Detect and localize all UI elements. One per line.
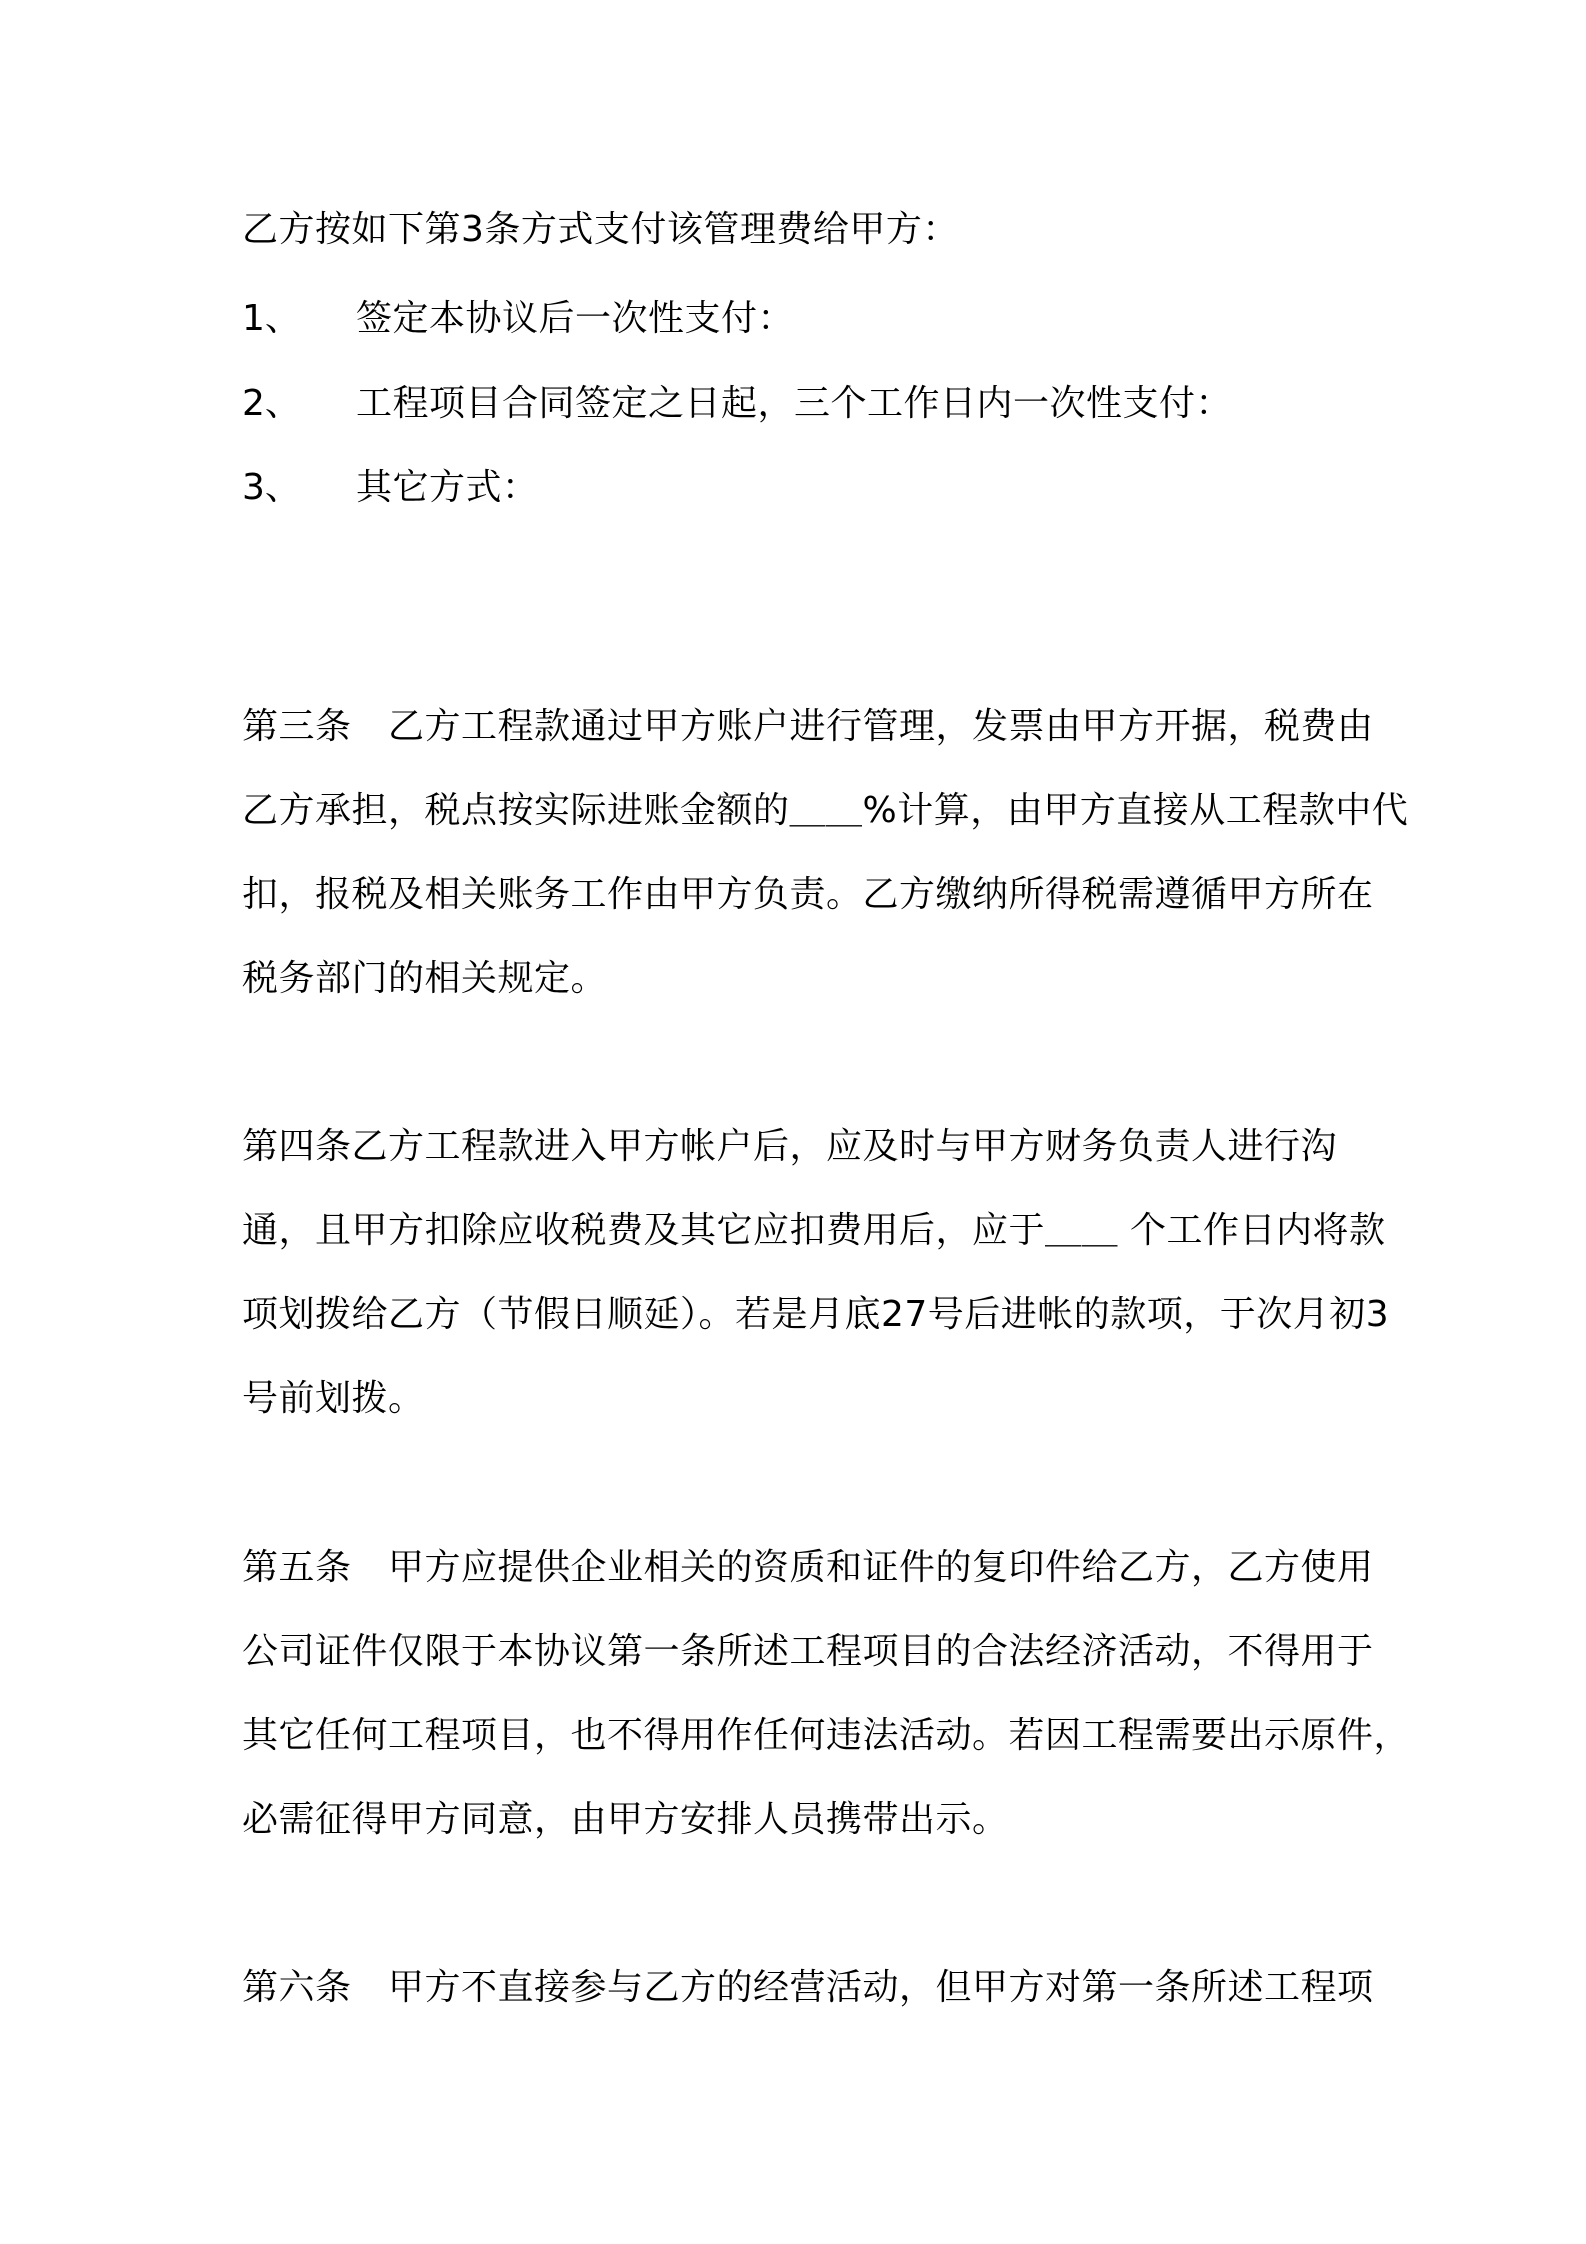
article-5-line: 必需征得甲方同意，由甲方安排人员携带出示。	[242, 1799, 1009, 1840]
article-5-line: 公司证件仅限于本协议第一条所述工程项目的合法经济活动，不得用于	[242, 1631, 1374, 1672]
item-number-2: 2、	[242, 383, 301, 424]
article-4-line: 号前划拨。	[242, 1378, 425, 1419]
article-3-line: 乙方承担，税点按实际进账金额的＿＿%计算，由甲方直接从工程款中代	[242, 790, 1409, 831]
article-6-line: 第六条 甲方不直接参与乙方的经营活动，但甲方对第一条所述工程项	[242, 1967, 1374, 2008]
item-text-3: 其它方式：	[356, 467, 539, 508]
article-3-line: 扣，报税及相关账务工作由甲方负责。乙方缴纳所得税需遵循甲方所在	[242, 874, 1374, 915]
item-text-2: 工程项目合同签定之日起，三个工作日内一次性支付：	[356, 383, 1233, 424]
article-4-line: 通，且甲方扣除应收税费及其它应扣费用后，应于＿＿ 个工作日内将款	[242, 1210, 1386, 1251]
article-5-line: 其它任何工程项目，也不得用作任何违法活动。若因工程需要出示原件，	[242, 1715, 1411, 1756]
article-4-line: 第四条乙方工程款进入甲方帐户后，应及时与甲方财务负责人进行沟	[242, 1126, 1338, 1167]
article-3-line: 税务部门的相关规定。	[242, 958, 608, 999]
item-number-3: 3、	[242, 467, 301, 508]
article-3-line: 第三条 乙方工程款通过甲方账户进行管理，发票由甲方开据，税费由	[242, 706, 1374, 747]
article-5-line: 第五条 甲方应提供企业相关的资质和证件的复印件给乙方，乙方使用	[242, 1547, 1374, 1588]
payment-intro: 乙方按如下第3条方式支付该管理费给甲方：	[242, 209, 959, 250]
article-4-line: 项划拨给乙方（节假日顺延）。若是月底27号后进帐的款项，于次月初3	[242, 1294, 1390, 1335]
item-number-1: 1、	[242, 298, 301, 339]
item-text-1: 签定本协议后一次性支付：	[356, 298, 795, 339]
